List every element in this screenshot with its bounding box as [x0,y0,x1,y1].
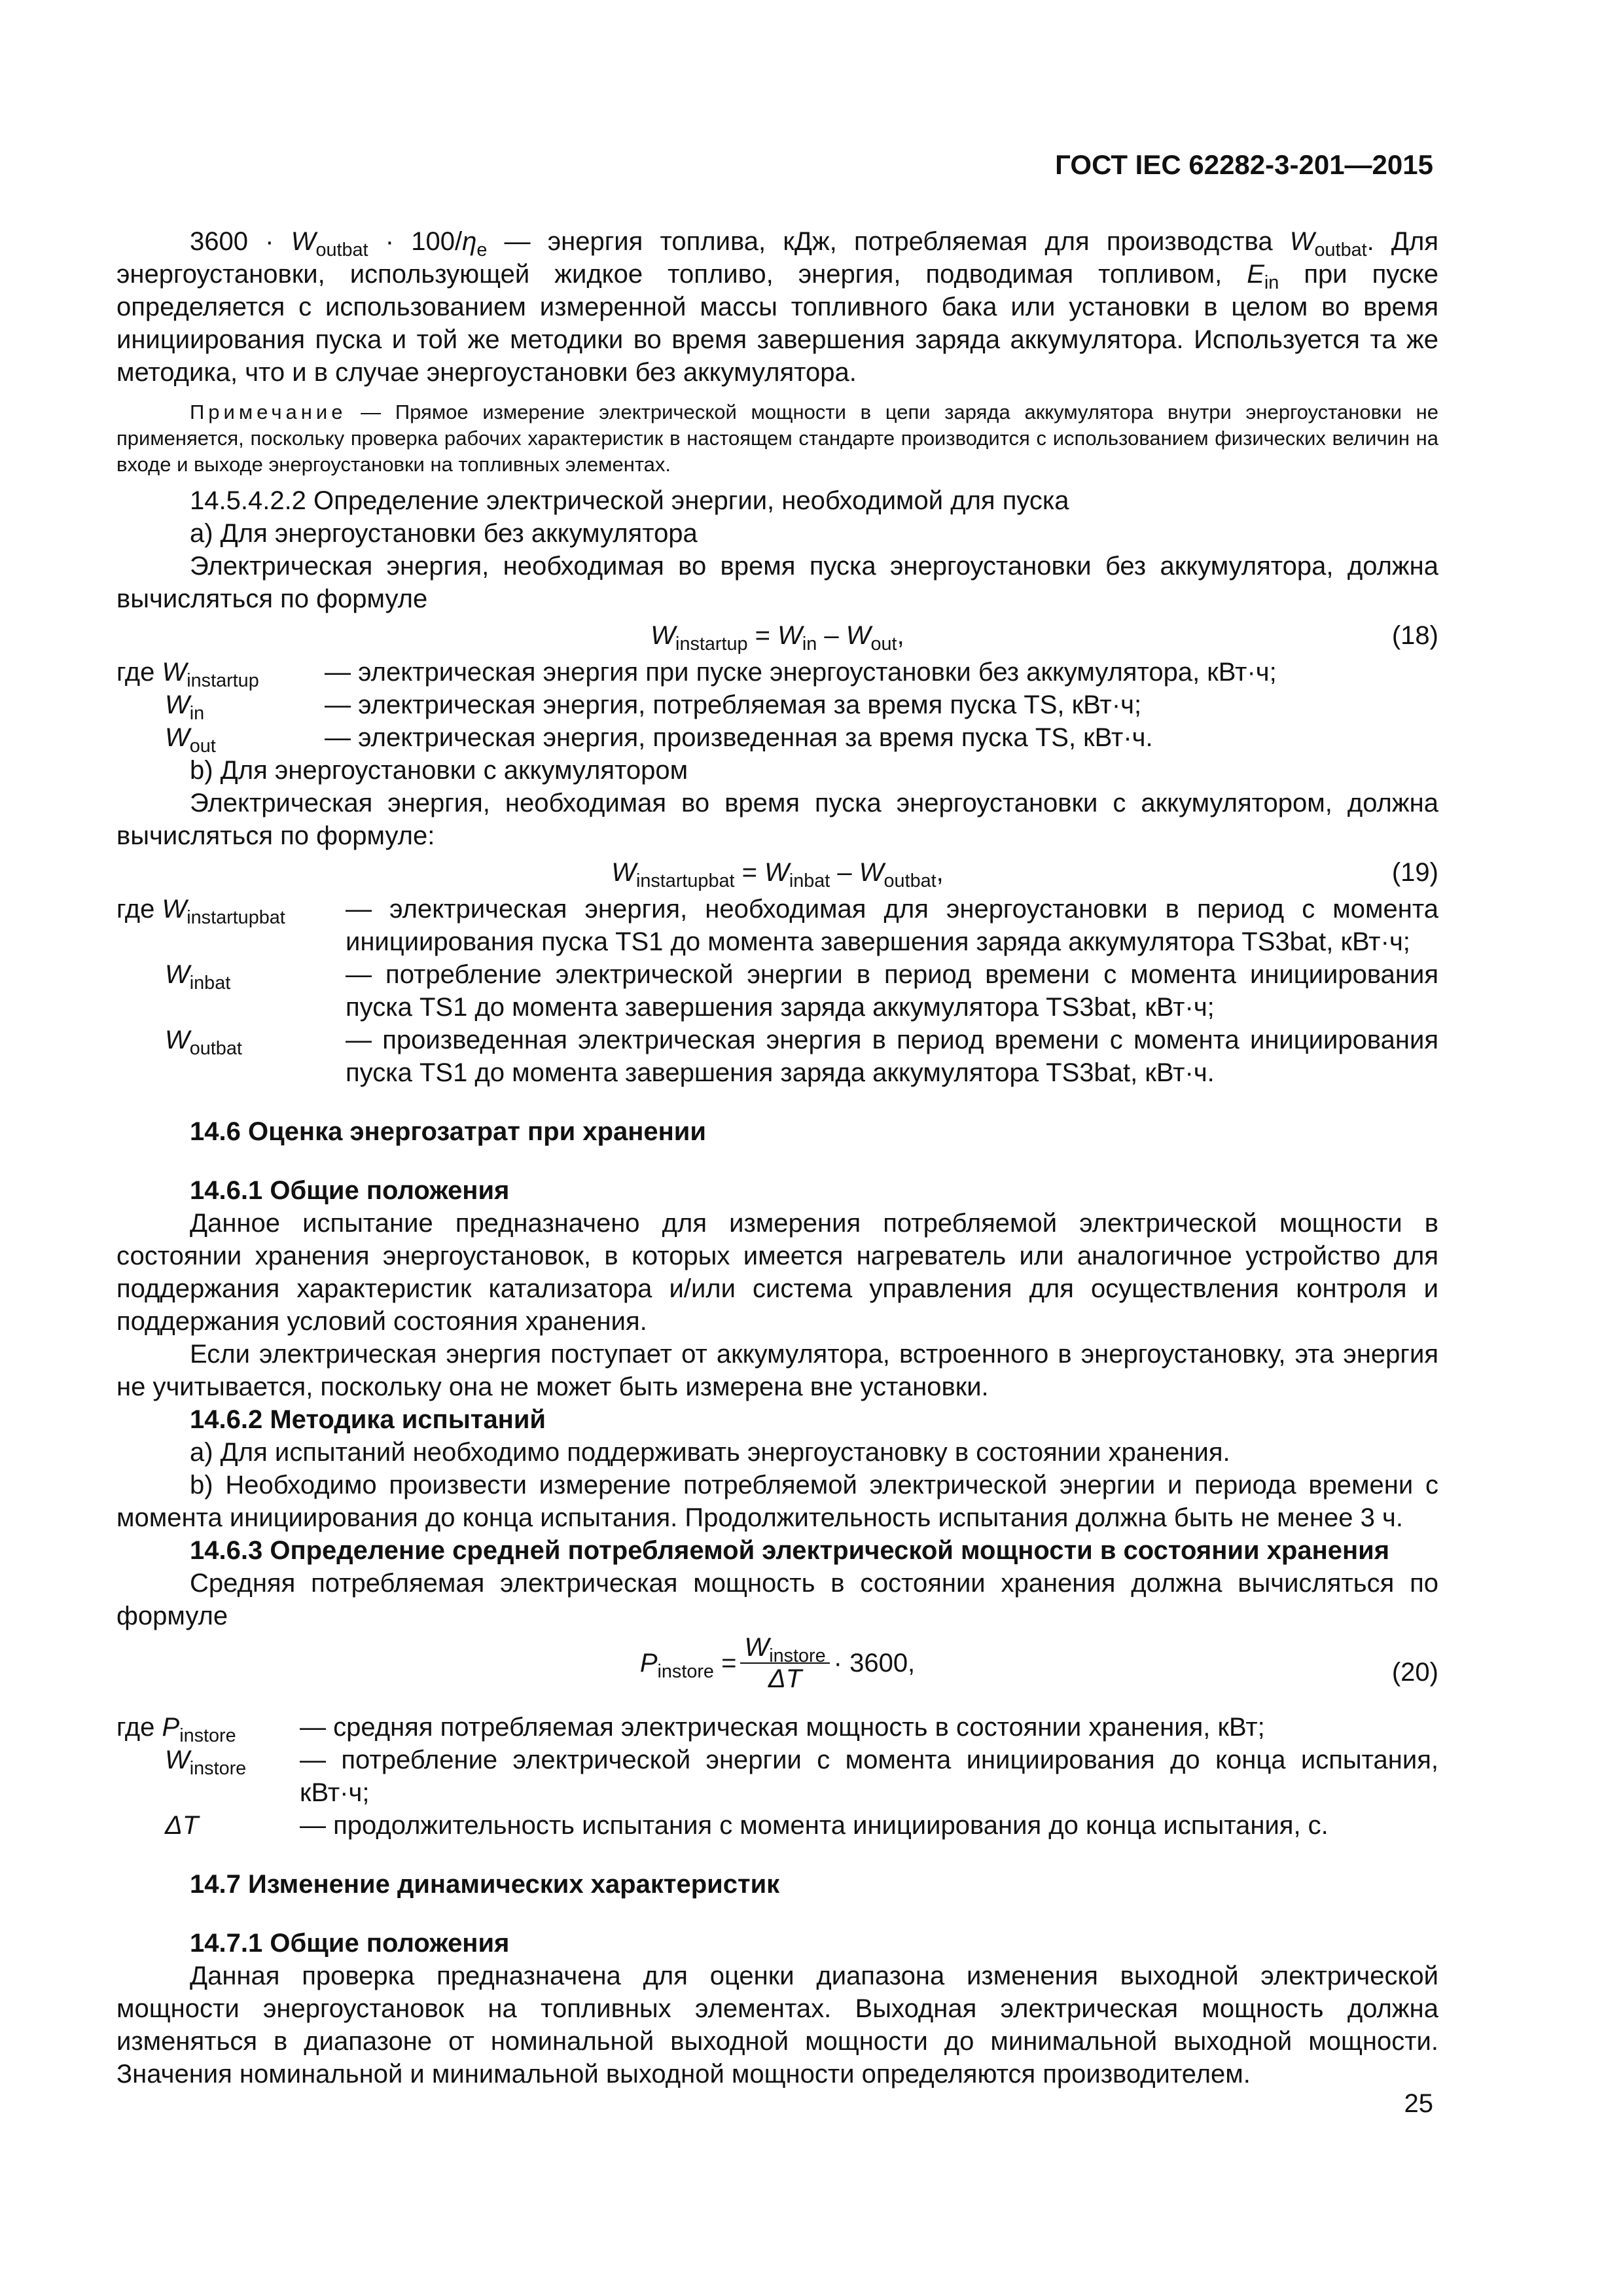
where-symbol [116,721,325,757]
note-text: — Прямое измерение электрической мощности в цепи заряда аккумулятора внутри энергоустановки не применяется, поскольку проверка рабочих характеристик в настоящем стандарте производится с использованием физических величин на входе и выходе энергоустановки на топливных элементах. [116,401,1438,476]
formula-number: (19) [1391,858,1438,887]
where-description: — продолжительность испытания с момента инициирования до конца испытания, с. [300,1811,1329,1840]
symbol: W [165,960,190,989]
where-description: — электрическая энергия при пуске энергоустановки без аккумулятора, кВт·ч; [325,658,1277,687]
where-symbol [116,893,346,958]
text: · 100/ [368,227,463,256]
subscript: instore [179,1725,236,1747]
symbol: W [1289,227,1315,256]
paragraph: Электрическая энергия, необходимая во время пуска энергоустановки с аккумулятором, должна вычисляться по формуле: [116,789,1438,850]
symbol: W [165,723,190,752]
where-symbol [116,689,325,725]
section-heading-14-5-4-2-2: 14.5.4.2.2 Определение электрической энергии, необходимой для пуска [190,486,1069,515]
operator: – [830,858,859,887]
subscript: outbat [1314,240,1367,261]
fraction-denominator: ΔT [768,1664,802,1693]
fraction [740,1632,829,1694]
item-a: а) Для испытаний необходимо поддерживать энергоустановку в состоянии хранения. [190,1438,1230,1467]
where-description: — электрическая энергия, произведенная за время пуска TS, кВт·ч. [325,723,1153,752]
subscript: out [189,736,216,757]
operator: – [817,621,846,650]
subscript: inbat [189,973,231,994]
subscript: in [1264,272,1279,294]
fraction-numerator [740,1632,829,1667]
where-list-18 [116,656,1438,757]
section-heading-14-6-3: 14.6.3 Определение средней потребляемой электрической мощности в состоянии хранения [190,1536,1390,1565]
where-list-19 [116,893,1438,1089]
formula-lhs [639,1647,737,1683]
symbol: W [651,621,676,650]
symbol: P [639,1649,658,1677]
symbol: W [162,658,187,687]
subscript: inbat [789,870,830,892]
formula-number: (20) [1391,1658,1438,1687]
symbol: ΔT [165,1811,199,1840]
text: где [116,658,162,687]
where-description: — произведенная электрическая энергия в период времени с момента инициирования пуска TS1 до момента завершения заряда аккумулятора TS3bat, кВт·ч. [346,1026,1438,1087]
where-item [116,1024,1438,1089]
symbol: W [764,858,789,887]
where-item [116,721,1438,757]
symbol: W [777,621,802,650]
where-item [116,1809,1438,1842]
where-symbol [116,656,325,692]
symbol: W [846,621,871,650]
section-heading-14-6-2: 14.6.2 Методика испытаний [190,1405,546,1434]
note [116,399,1438,478]
where-list-20 [116,1711,1438,1842]
symbol: W [165,691,190,719]
subscript: out [870,634,897,655]
page-body [116,225,1438,2090]
where-symbol [116,958,346,1024]
where-description: — электрическая энергия, необходимая для энергоустановки в период с момента инициирования пуска TS1 до момента завершения заряда аккумулятора TS3bat, кВт·ч; [346,895,1438,956]
where-description: — электрическая энергия, потребляемая за время пуска TS, кВт·ч; [325,691,1142,719]
symbol: W [859,858,884,887]
item-a: а) Для энергоустановки без аккумулятора [190,519,698,548]
paragraph: Данное испытание предназначено для измерения потребляемой электрической мощности в состоянии хранения энергоустановок, в которых имеется нагреватель или аналогичное устройство для поддержания характеристик катализатора и/или система управления для осуществления контроля и поддержания условий состояния хранения. [116,1209,1438,1336]
item-b: b) Необходимо произвести измерение потребляемой электрической энергии и периода времени с момента инициирования до конца испытания. Продолжительность испытания должна быть не менее 3 ч. [116,1471,1438,1532]
where-item [116,689,1438,725]
text: где [116,895,162,924]
subscript: instartupbat [636,870,735,892]
where-item [116,893,1438,958]
subscript: in [802,634,817,655]
formula-19 [116,852,1438,893]
paragraph: Средняя потребляемая электрическая мощность в состоянии хранения должна вычисляться по формуле [116,1569,1438,1630]
item-b: b) Для энергоустановки с аккумулятором [190,756,688,785]
where-item [116,1711,1438,1747]
section-heading-14-6-1: 14.6.1 Общие положения [190,1176,510,1205]
where-symbol [116,1809,300,1842]
where-symbol [116,1024,346,1089]
subscript: instore [189,1758,247,1780]
section-heading-14-7: 14.7 Изменение динамических характеристик [190,1870,780,1899]
subscript: outbat [189,1038,242,1060]
page-number: 25 [1404,2089,1433,2118]
text: где [116,1713,162,1742]
where-description: — потребление электрической энергии в период времени с момента инициирования пуска TS1 до момента завершения заряда аккумулятора TS3bat, кВт·ч; [346,960,1438,1022]
symbol: P [162,1713,180,1742]
subscript: outbat [315,240,368,261]
where-description: — средняя потребляемая электрическая мощность в состоянии хранения, кВт; [300,1713,1265,1742]
symbol: η [462,227,477,256]
operator: = [734,858,765,887]
formula-expression [116,1632,1438,1694]
subscript: instore [657,1661,714,1683]
formula-expression [116,615,1438,656]
note-label: Примечание [190,401,347,423]
text: 3600 · [190,227,291,256]
operator: = [713,1649,737,1677]
section-heading-14-7-1: 14.7.1 Общие положения [190,1929,510,1958]
where-description: — потребление электрической энергии с момента инициирования до конца испытания, кВт·ч; [300,1746,1438,1807]
formula-number: (18) [1391,621,1438,650]
formula-20 [116,1632,1438,1711]
text: — энергия топлива, кДж, потребляемая для производства [487,227,1290,256]
formula-expression [116,852,1438,893]
subscript: e [476,240,488,261]
document-header: ГОСТ IEC 62282-3-201—2015 [1055,149,1433,180]
where-item [116,656,1438,692]
where-symbol [116,1744,300,1809]
subscript: instartup [675,634,748,655]
section-heading-14-6: 14.6 Оценка энергозатрат при хранении [190,1117,706,1146]
paragraph: Данная проверка предназначена для оценки диапазона изменения выходной электрической мощности энергоустановок на топливных элементах. Выходная электрическая мощность должна изменяться в диапазоне от номинальной выходной мощности до минимальной выходной мощности. Значения номинальной и минимальной выходной мощности определяются производителем. [116,1962,1438,2089]
where-symbol [116,1711,300,1747]
text: при пуске определяется с использованием измеренной массы топливного бака или установки в целом во время инициирования пуска и той же методики во время завершения заряда аккумулятора. Используется та же методика, что и в случае энергоустановки без аккумулятора. [116,260,1438,387]
subscript: instore [769,1645,826,1667]
subscript: outbat [883,870,936,892]
symbol: W [162,895,187,924]
subscript: in [189,703,205,725]
where-item [116,958,1438,1024]
symbol: W [165,1746,190,1774]
symbol: W [291,227,316,256]
subscript: instartupbat [187,907,285,929]
paragraph: Если электрическая энергия поступает от аккумулятора, встроенного в энергоустановку, эта энергия не учитывается, поскольку она не может быть измерена вне установки. [116,1340,1438,1401]
paragraph: Электрическая энергия, необходимая во время пуска энергоустановки без аккумулятора, должна вычисляться по формуле [116,552,1438,613]
text: . Для энергоустановки, использующей жидкое топливо, энергия, подводимая топливом, [116,227,1439,289]
punctuation: , [897,621,904,650]
punctuation: , [936,858,944,887]
formula-18 [116,615,1438,656]
subscript: instartup [187,670,259,692]
symbol: W [165,1026,190,1054]
operator: = [747,621,778,650]
symbol: E [1247,260,1264,289]
paragraph-fuel-energy [116,225,1438,389]
formula-tail: · 3600, [833,1649,916,1677]
where-item [116,1744,1438,1809]
symbol: W [611,858,636,887]
symbol: W [744,1633,770,1662]
